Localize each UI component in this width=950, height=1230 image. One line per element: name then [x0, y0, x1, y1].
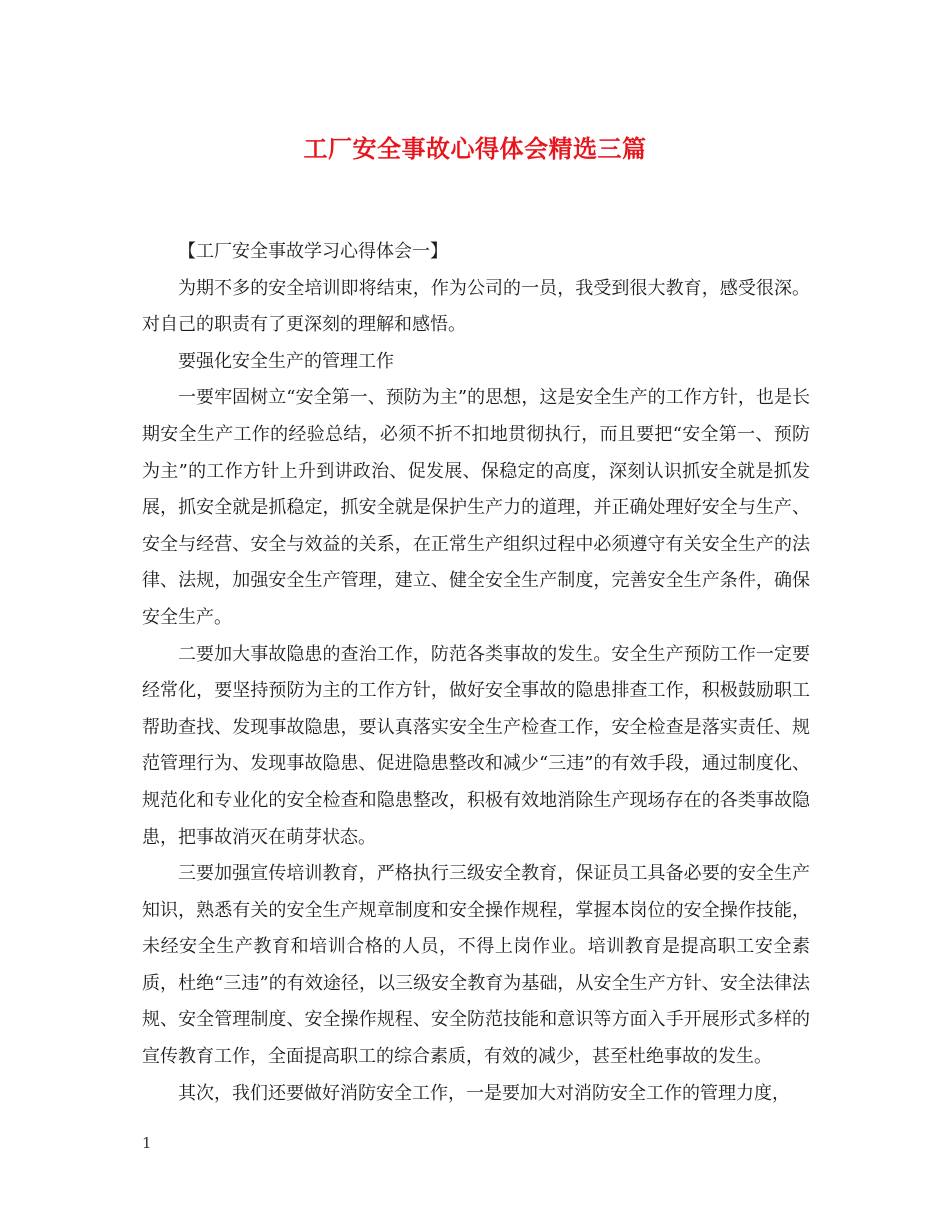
document-body [142, 234, 810, 1112]
paragraph: 为期不多的安全培训即将结束，作为公司的一员，我受到很大教育，感受很深。对自己的职责有了更深刻的理解和感悟。 [142, 277, 810, 336]
page-number: 1 [142, 1134, 152, 1152]
paragraph: 其次，我们还要做好消防安全工作，一是要加大对消防安全工作的管理力度， [178, 1082, 790, 1104]
paragraph: 三要加强宣传培训教育，严格执行三级安全教育，保证员工具备必要的安全生产知识，熟悉有关的安全生产规章制度和安全操作规程，掌握本岗位的安全操作技能，未经安全生产教育和培训合格的人员，不得上岗作业。培训教育是提高职工安全素质，杜绝“三违”的有效途径，以三级安全教育为基础，从安全生产方针、安全法律法规、安全管理制度、安全操作规程、安全防范技能和意识等方面入手开展形式多样的宣传教育工作，全面提高职工的综合素质，有效的减少，甚至杜绝事故的发生。 [142, 863, 810, 1068]
document-title: 工厂安全事故心得体会精选三篇 [303, 134, 647, 163]
paragraph: 二要加大事故隐患的查治工作，防范各类事故的发生。安全生产预防工作一定要经常化，要坚持预防为主的工作方针，做好安全事故的隐患排查工作，积极鼓励职工帮助查找、发现事故隐患，要认真落实安全生产检查工作，安全检查是落实责任、规范管理行为、发现事故隐患、促进隐患整改和减少“三违”的有效手段，通过制度化、规范化和专业化的安全检查和隐患整改，积极有效地消除生产现场存在的各类事故隐患，把事故消灭在萌芽状态。 [142, 643, 810, 848]
subheading: 要强化安全生产的管理工作 [178, 350, 394, 372]
section-heading: 【工厂安全事故学习心得体会一】 [178, 241, 448, 262]
paragraph: 一要牢固树立“安全第一、预防为主”的思想，这是安全生产的工作方针，也是长期安全生产工作的经验总结，必须不折不扣地贯彻执行，而且要把“安全第一、预防为主”的工作方针上升到讲政治、促发展、保稳定的高度，深刻认识抓安全就是抓发展，抓安全就是抓稳定，抓安全就是保护生产力的道理，并正确处理好安全与生产、安全与经营、安全与效益的关系，在正常生产组织过程中必须遵守有关安全生产的法律、法规，加强安全生产管理，建立、健全安全生产制度，完善安全生产条件，确保安全生产。 [142, 387, 810, 628]
